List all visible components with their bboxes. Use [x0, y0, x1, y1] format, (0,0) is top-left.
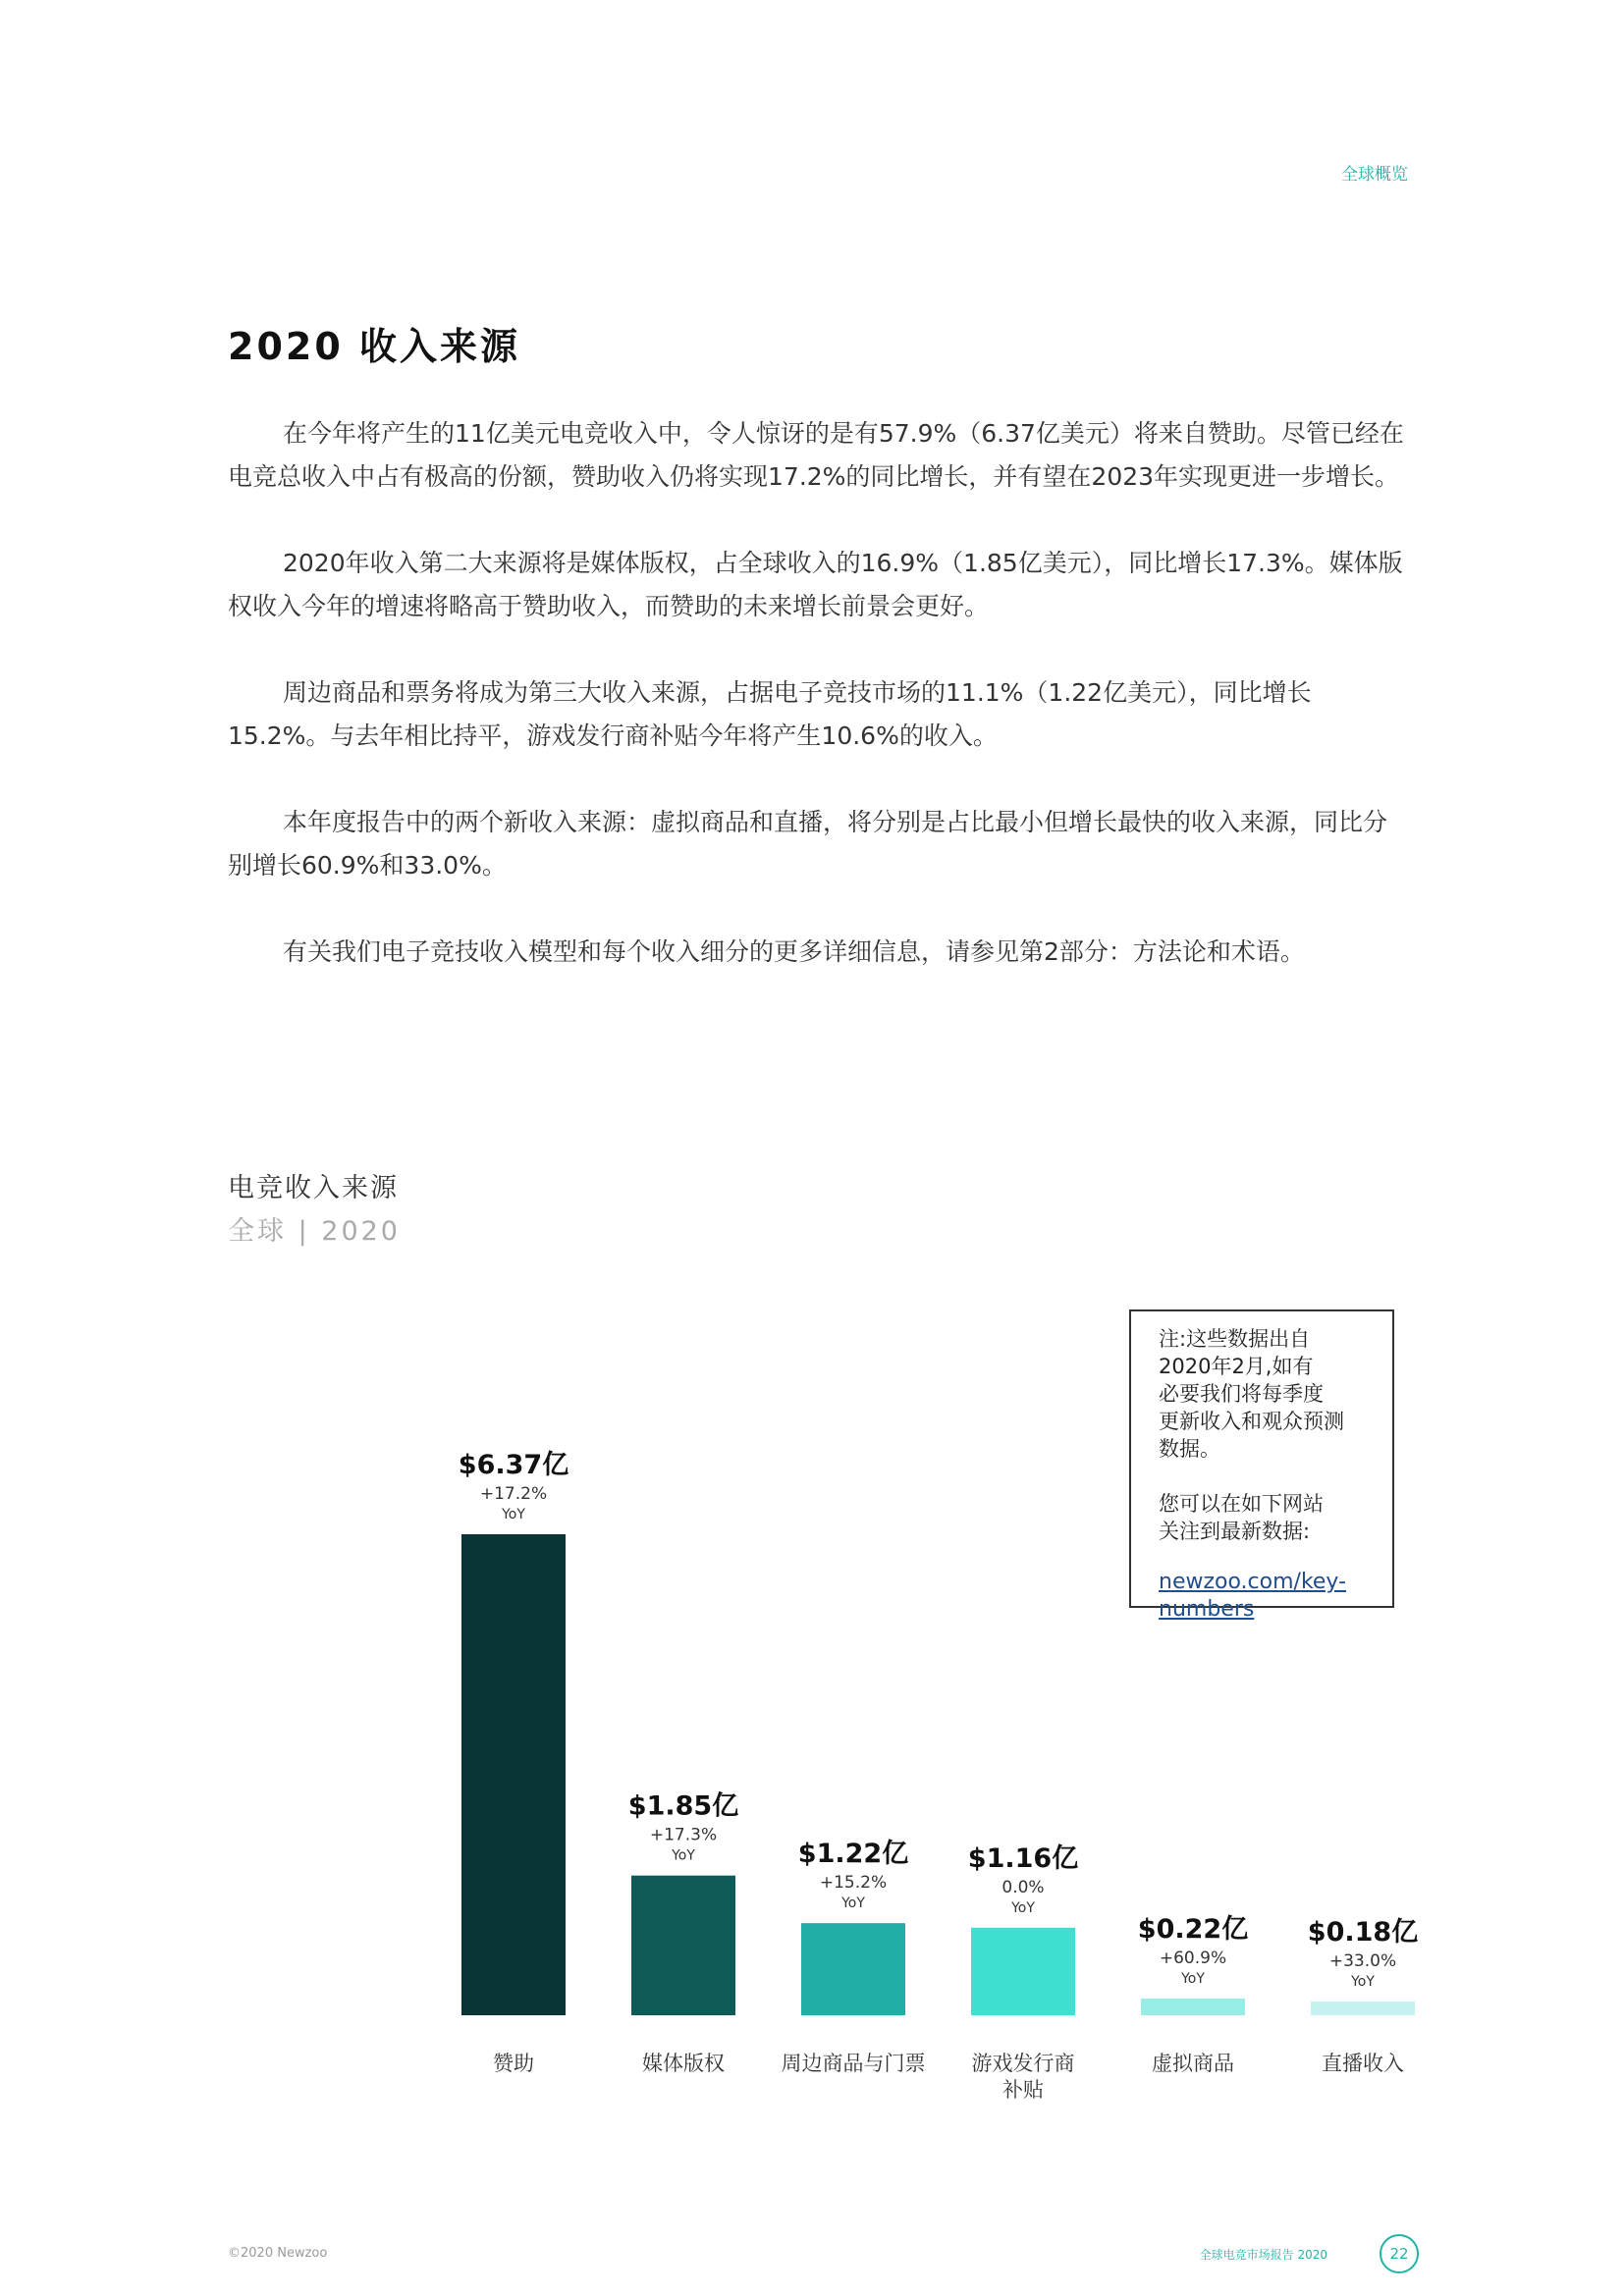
note-line: 您可以在如下网站 [1159, 1492, 1324, 1516]
bar-growth-label: +60.9% [1159, 1949, 1227, 1969]
bar-growth-label: +17.3% [649, 1825, 718, 1845]
page-number: 22 [1380, 2234, 1419, 2273]
bar-yoy-label: YoY [1351, 1974, 1375, 1990]
bar-yoy-label: YoY [841, 1896, 865, 1912]
bar-category-label: 游戏发行商 [971, 2052, 1075, 2075]
footer-copyright: ©2020 Newzoo [228, 2246, 328, 2261]
bar [1141, 1999, 1245, 2015]
bar [631, 1876, 735, 2015]
bar-value-label: $0.18亿 [1307, 1917, 1419, 1948]
chart-title: 电竞收入来源 [228, 1173, 399, 1203]
bar [971, 1928, 1075, 2015]
newzoo-link[interactable] [1159, 1569, 1373, 1624]
note-line: 注:这些数据出自 [1159, 1327, 1311, 1351]
paragraph: 有关我们电子竞技收入模型和每个收入细分的更多详细信息，请参见第2部分：方法论和术语。 [283, 937, 1305, 966]
bar-yoy-label: YoY [672, 1847, 695, 1864]
note-box [1129, 1309, 1394, 1622]
bar-yoy-label: YoY [1011, 1899, 1035, 1916]
newzoo-link-line[interactable]: newzoo.com/key- [1159, 1570, 1347, 1594]
footer-report-name: 全球电竞市场报告 2020 [1199, 2248, 1327, 2262]
chart-subtitle: 全球 | 2020 [228, 1216, 401, 1247]
bar-category-label: 周边商品与门票 [781, 2052, 926, 2075]
bar-category-label: 补贴 [1002, 2078, 1044, 2102]
paragraph: 周边商品和票务将成为第三大收入来源，占据电子竞技市场的11.1%（1.22亿美元），同比增长15.2%。与去年相比持平，游戏发行商补贴今年将产生10.6%的收入。 [228, 678, 1312, 750]
bar-value-label: $0.22亿 [1137, 1914, 1249, 1946]
note-line: 更新收入和观众预测 [1159, 1410, 1344, 1433]
bar [461, 1534, 566, 2015]
note-line: 数据。 [1159, 1437, 1220, 1461]
bar-category-label: 直播收入 [1322, 2052, 1404, 2075]
bar-growth-label: +33.0% [1328, 1951, 1397, 1971]
paragraph: 本年度报告中的两个新收入来源：虚拟商品和直播，将分别是占比最小但增长最快的收入来源，同比分别增长60.9%和33.0%。 [228, 808, 1388, 880]
note-line: 必要我们将每季度 [1159, 1382, 1324, 1406]
bar-value-label: $1.85亿 [627, 1790, 739, 1822]
bar-value-label: $1.22亿 [797, 1839, 909, 1870]
bar-category-label: 虚拟商品 [1152, 2052, 1234, 2075]
paragraph: 在今年将产生的11亿美元电竞收入中，令人惊讶的是有57.9%（6.37亿美元）将来自赞助。尽管已经在电竞总收入中占有极高的份额，赞助收入仍将实现17.2%的同比增长，并有望在2023年实现更进一步增长。 [228, 419, 1404, 491]
bar-category-label: 媒体版权 [642, 2052, 725, 2075]
paragraph: 2020年收入第二大来源将是媒体版权，占全球收入的16.9%（1.85亿美元），同比增长17.3%。媒体版权收入今年的增速将略高于赞助收入，而赞助的未来增长前景会更好。 [228, 549, 1403, 620]
bar-growth-label: 0.0% [1001, 1877, 1045, 1897]
newzoo-link-line[interactable]: numbers [1159, 1597, 1255, 1622]
bar-yoy-label: YoY [502, 1507, 525, 1522]
bar-growth-label: +17.2% [479, 1484, 548, 1504]
bar-category-label: 赞助 [493, 2052, 534, 2075]
bar-growth-label: +15.2% [819, 1873, 888, 1894]
section-tag: 全球概览 [1341, 165, 1408, 185]
bar-value-label: $6.37亿 [458, 1450, 569, 1480]
bar-yoy-label: YoY [1181, 1971, 1205, 1988]
bar [1311, 2002, 1415, 2015]
bar [801, 1923, 905, 2015]
note-line: 2020年2月,如有 [1159, 1355, 1314, 1378]
note-line: 关注到最新数据: [1159, 1520, 1311, 1543]
page-title: 2020 收入来源 [228, 325, 520, 368]
bar-value-label: $1.16亿 [967, 1842, 1079, 1874]
